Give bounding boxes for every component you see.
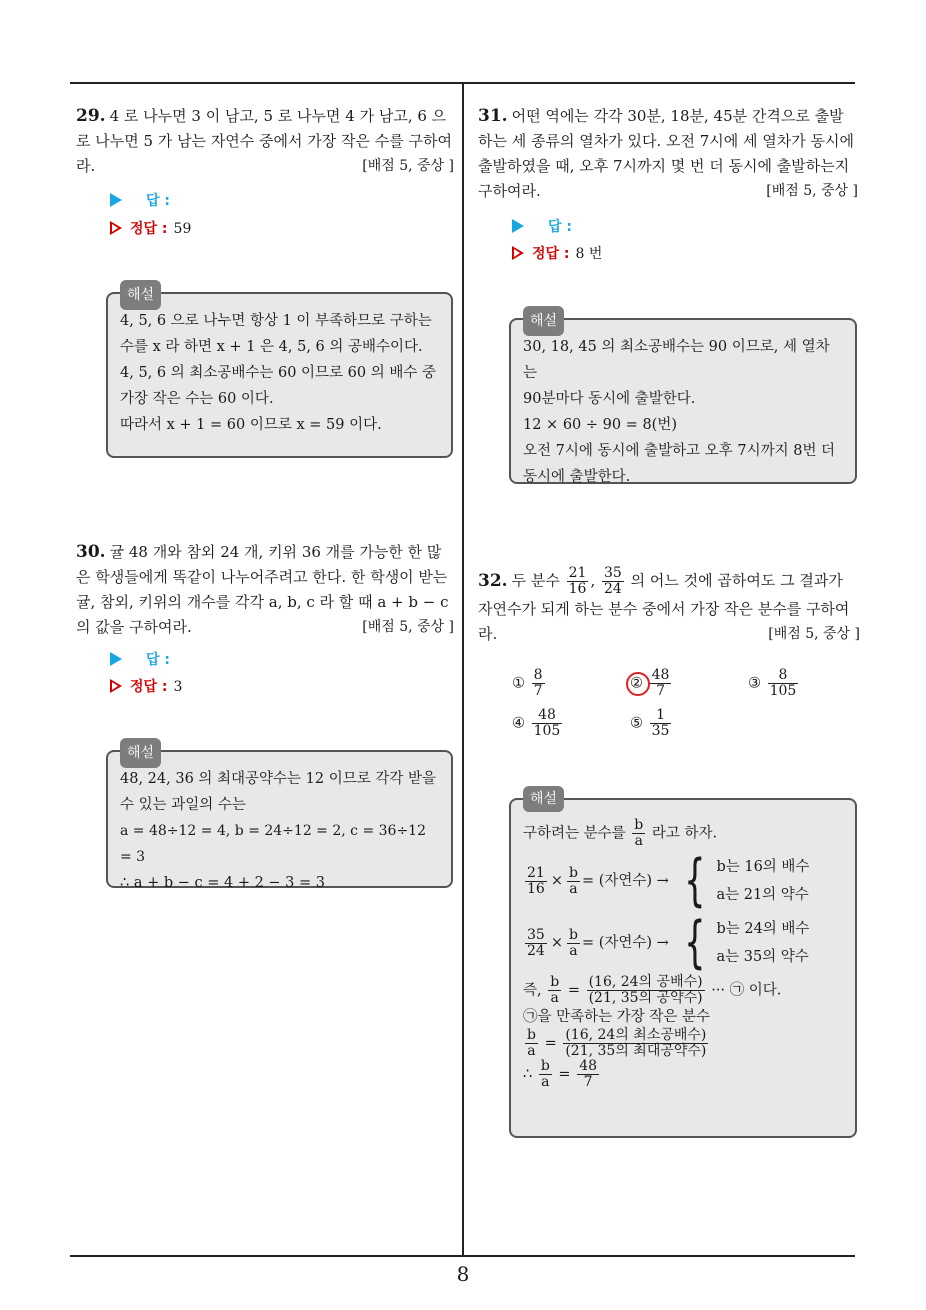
correct-answer: 정답 : 59 (110, 218, 191, 238)
answer-blank[interactable]: 답 : (110, 649, 170, 669)
solution-line: 동시에 출발한다. (523, 469, 631, 485)
score-meta: [배점 5, 중상 ] (362, 158, 454, 174)
correct-answer: 정답 : 8 번 (512, 243, 602, 263)
solution-line: a = 48÷12 = 4, b = 24÷12 = 2, c = 36÷12 = 3 (120, 823, 426, 865)
problem-number: 30. (76, 542, 106, 562)
solution-box (509, 791, 857, 1138)
problem-32: 32. 두 분수 $\frac{21}{16}$ , $\frac{35}{24}$ 의 어느 것에 곱하여도 그 결과가 자연수가 되게 하는 분수 중에서 가장 작은 분수를 구하여라. [배점 5, 중상 ] (478, 566, 860, 647)
solution-line: 90분마다 동시에 출발한다. (523, 391, 696, 407)
choice-list (512, 668, 852, 748)
bottom-rule (70, 1255, 855, 1257)
condition-row-2: $\frac{35}{24}$ × $\frac{b}{a}$ = (자연수) → { b는 24의 배수 a는 35의 약수 (527, 910, 810, 975)
brace-icon: { (683, 910, 706, 975)
choice-4[interactable]: ④ $\frac{48}{105}$ (512, 707, 561, 739)
page-number: 8 (456, 1262, 470, 1286)
problem-30 (76, 540, 454, 640)
solution-box (106, 287, 453, 458)
score-meta: [배점 5, 중상 ] (768, 626, 860, 642)
problem-text: 두 분수 (511, 571, 560, 590)
problem-number: 32. (478, 570, 508, 591)
solution-line: 수를 x 라 하면 x + 1 은 4, 5, 6 의 공배수이다. (120, 339, 423, 355)
solution-line: 오전 7시에 동시에 출발하고 오후 7시까지 8번 더 (523, 443, 836, 459)
score-meta: [배점 5, 중상 ] (362, 619, 454, 635)
answer-blank[interactable]: 답 : (512, 216, 572, 236)
selected-circle-icon (626, 672, 650, 696)
solution-intro: 구하려는 분수를 $\frac{b}{a}$ 라고 하자. (523, 817, 718, 849)
solution-tag: 해설 (120, 738, 161, 768)
solution-line: ∴ a + b − c = 4 + 2 − 3 = 3 (120, 875, 325, 891)
score-meta: [배점 5, 중상 ] (766, 183, 858, 199)
problem-29 (76, 104, 454, 179)
solution-row-3: 즉, $\frac{b}{a}$ = $\frac{\text{(16, 24의 공배수)}}{\text{(21, 35의 공약수)}}$ ··· ㉠ 이다. (523, 974, 782, 1006)
choice-1[interactable]: ① $\frac{8}{7}$ (512, 667, 543, 699)
problem-text: 의 어느 것에 곱하여도 그 결과가 자연수가 되게 하는 분수 중에서 가장 작은 분수를 구하여라. (478, 571, 850, 643)
fraction: $\frac{35}{24}$ (603, 565, 622, 597)
solution-row-6: ∴ $\frac{b}{a}$ = $\frac{48}{7}$ (523, 1058, 598, 1090)
solution-tag: 해설 (523, 306, 564, 336)
solution-line: 가장 작은 수는 60 이다. (120, 391, 274, 407)
problem-number: 31. (478, 106, 508, 126)
solution-line: 48, 24, 36 의 최대공약수는 12 이므로 각각 받을 (120, 771, 436, 787)
correct-value: 8 번 (575, 246, 603, 262)
play-triangle-icon (110, 193, 122, 207)
solution-line: 수 있는 과일의 수는 (120, 797, 246, 813)
solution-line: 30, 18, 45 의 최소공배수는 90 이므로, 세 열차는 (523, 339, 830, 381)
solution-line: 따라서 x + 1 = 60 이므로 x = 59 이다. (120, 417, 382, 433)
correct-value: 59 (173, 221, 192, 237)
outline-triangle-icon (110, 679, 122, 693)
solution-row-5: $\frac{b}{a}$ = $\frac{\text{(16, 24의 최소공배수)}}{\text{(21, 35의 최대공약수)}}$ (527, 1027, 707, 1059)
correct-value: 3 (173, 679, 183, 695)
solution-line: 4, 5, 6 으로 나누면 항상 1 이 부족하므로 구하는 (120, 313, 432, 329)
solution-box (106, 745, 453, 891)
solution-line: 12 × 60 ÷ 90 = 8(번) (523, 417, 678, 433)
choice-5[interactable]: ⑤ $\frac{1}{35}$ (630, 707, 670, 739)
answer-blank[interactable]: 답 : (110, 190, 170, 210)
problem-31 (478, 104, 858, 204)
solution-box (509, 313, 857, 485)
problem-text: 어떤 역에는 각각 30분, 18분, 45분 간격으로 출발하는 세 종류의 열차가 있다. 오전 7시에 세 열차가 동시에 출발하였을 때, 오후 7시까지 몇 번 더 동시에 출발하는지 구하여라. (478, 107, 855, 200)
outline-triangle-icon (512, 246, 524, 260)
problem-text: 귤 48 개와 참외 24 개, 키위 36 개를 가능한 한 많은 학생들에게 똑같이 나누어주려고 한다. 한 학생이 받는 귤, 참외, 키위의 개수를 각각 a, b, c 라 할 때 a + b − c 의 값을 구하여라. (76, 543, 449, 636)
choice-2[interactable]: ② $\frac{48}{7}$ (630, 668, 673, 699)
solution-line: 4, 5, 6 의 최소공배수는 60 이므로 60 의 배수 중 (120, 365, 436, 381)
problem-number: 29. (76, 106, 106, 126)
column-divider (462, 84, 464, 1256)
solution-tag: 해설 (523, 786, 564, 812)
correct-answer: 정답 : 3 (110, 676, 182, 696)
choice-3[interactable]: ③ $\frac{8}{105}$ (748, 667, 797, 699)
play-triangle-icon (110, 652, 122, 666)
solution-row-4: ㉠을 만족하는 가장 작은 분수 (523, 1009, 711, 1025)
solution-tag: 해설 (120, 280, 161, 310)
play-triangle-icon (512, 219, 524, 233)
condition-row-1: $\frac{21}{16}$ × $\frac{b}{a}$ = (자연수) → { b는 16의 배수 a는 21의 약수 (527, 848, 810, 913)
problem-text: 4 로 나누면 3 이 남고, 5 로 나누면 4 가 남고, 6 으로 나누면 5 가 남는 자연수 중에서 가장 작은 수를 구하여라. (76, 107, 453, 175)
outline-triangle-icon (110, 221, 122, 235)
brace-icon: { (683, 848, 706, 913)
fraction: $\frac{21}{16}$ (568, 565, 587, 597)
